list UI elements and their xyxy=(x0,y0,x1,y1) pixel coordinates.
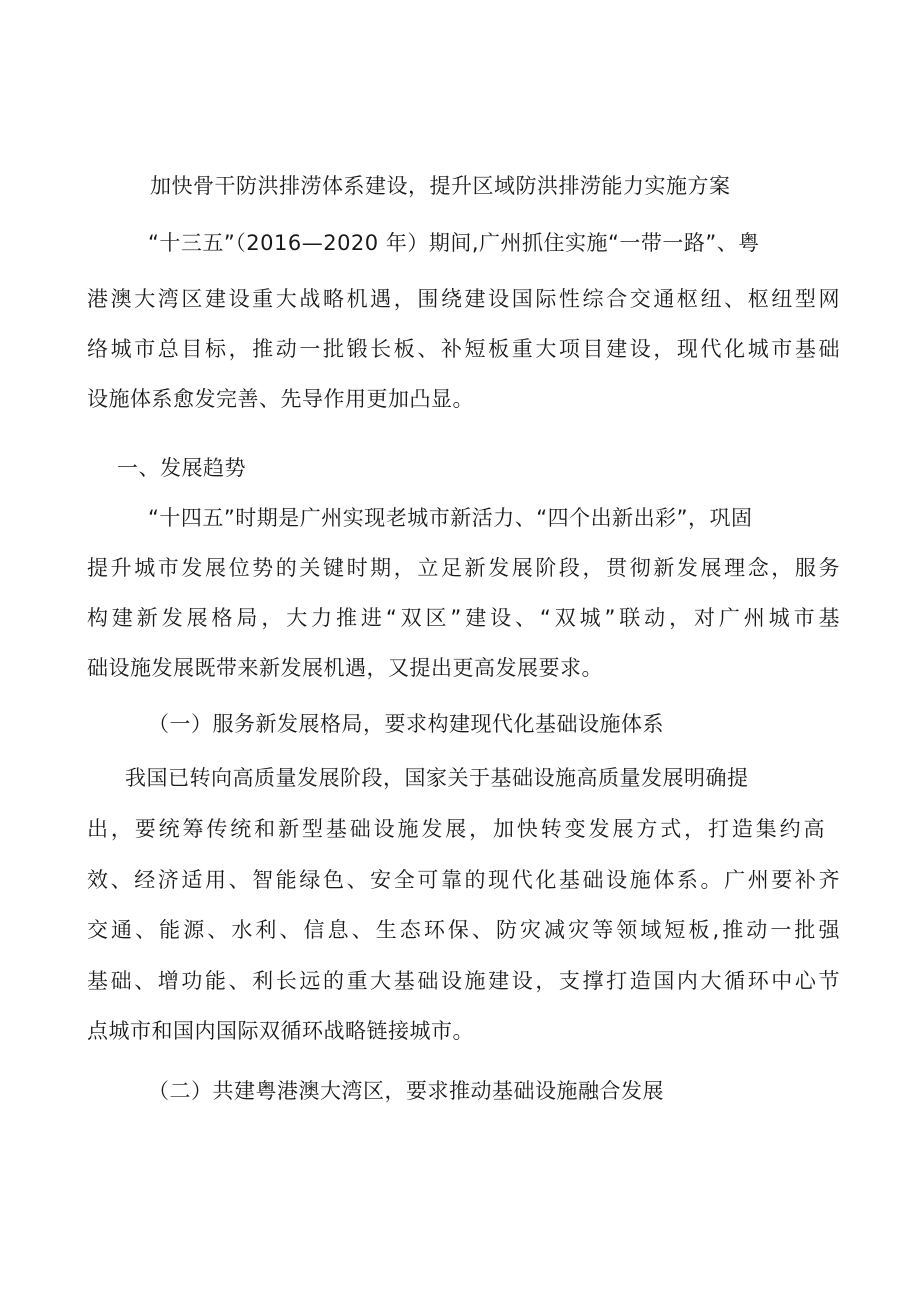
sub1-line-1: 我国已转向高质量发展阶段，国家关于基础设施高质量发展明确提 xyxy=(125,766,749,790)
intro-line-4: 设施体系愈发完善、先导作用更加凸显。 xyxy=(87,387,474,411)
section-heading-1: 一、发展趋势 xyxy=(117,456,246,480)
sub1-line-5: 基础、增功能、利长远的重大基础设施建设，支撑打造国内大循环中心节 xyxy=(87,969,840,993)
subsection-heading-2: （二）共建粤港澳大湾区，要求推动基础设施融合发展 xyxy=(148,1079,664,1103)
subsection-heading-1: （一）服务新发展格局，要求构建现代化基础设施体系 xyxy=(148,712,664,736)
section1-line-2: 提升城市发展位势的关键时期，立足新发展阶段，贯彻新发展理念，服务 xyxy=(87,556,840,580)
intro-line-2: 港澳大湾区建设重大战略机遇，围绕建设国际性综合交通枢纽、枢纽型网 xyxy=(87,287,840,311)
section1-line-3: 构建新发展格局，大力推进“双区”建设、“双城”联动，对广州城市基 xyxy=(87,606,840,630)
sub1-line-2: 出，要统筹传统和新型基础设施发展，加快转变发展方式，打造集约高 xyxy=(87,817,825,841)
document-title: 加快骨干防洪排涝体系建设，提升区域防洪排涝能力实施方案 xyxy=(150,174,731,198)
section1-line-4: 础设施发展既带来新发展机遇，又提出更高发展要求。 xyxy=(87,656,603,680)
sub1-line-3: 效、经济适用、智能绿色、安全可靠的现代化基础设施体系。广州要补齐 xyxy=(87,868,840,892)
intro-line-1: “十三五”（2016—2020 年）期间,广州抓住实施“一带一路”、粤 xyxy=(148,231,760,255)
section1-line-1: “十四五”时期是广州实现老城市新活力、“四个出新出彩”，巩固 xyxy=(148,506,753,530)
sub1-line-6: 点城市和国内国际双循环战略链接城市。 xyxy=(87,1019,474,1043)
intro-line-3: 络城市总目标，推动一批锻长板、补短板重大项目建设，现代化城市基础 xyxy=(87,337,840,361)
sub1-line-4: 交通、能源、水利、信息、生态环保、防灾减灾等领域短板,推动一批强 xyxy=(87,918,840,942)
